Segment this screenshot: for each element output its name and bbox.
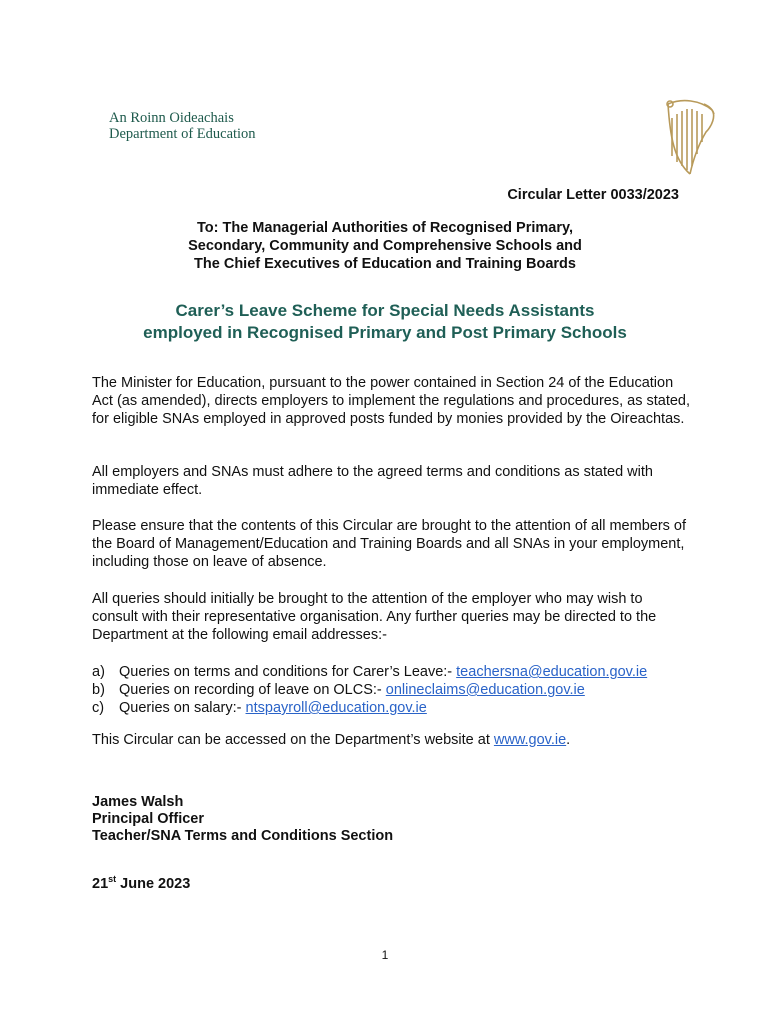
date-day: 21 [92,875,109,892]
list-marker: a) [92,664,105,680]
list-item [92,681,692,699]
addressee-line: Secondary, Community and Comprehensive Schools and [188,238,582,254]
department-logo-text [109,110,256,142]
query-text: Queries on salary:- [119,700,246,716]
title-line: employed in Recognised Primary and Post Primary Schools [143,323,627,342]
email-link[interactable]: ntspayroll@education.gov.ie [245,700,427,716]
page-number: 1 [381,948,389,962]
dept-name-irish: An Roinn Oideachais [109,110,234,126]
website-link[interactable]: www.gov.ie [493,732,567,748]
signature-block [92,794,393,845]
paragraph: The Minister for Education, pursuant to the power contained in Section 24 of the Education Act (as amended), directs employers to implement the regulations and procedures, as stated, for eligible SNAs employed in approved posts funded by monies provided by the Oireachtas. [92,375,691,427]
email-link[interactable]: onlineclaims@education.gov.ie [385,682,585,698]
signatory-position: Principal Officer [92,811,205,827]
harp-emblem-icon [660,96,718,178]
date-rest: June 2023 [116,875,191,892]
email-link[interactable]: teachersna@education.gov.ie [456,664,648,680]
query-text: Queries on recording of leave on OLCS:- [119,682,386,698]
addressee-line: To: The Managerial Authorities of Recognised Primary, [197,220,573,236]
website-paragraph [92,731,692,749]
paragraph: Please ensure that the contents of this Circular are brought to the attention of all members of the Board of Management/Education and Training Boards and all SNAs in your employment, including those on leave of absence. [92,518,687,570]
signatory-name: James Walsh [92,794,184,810]
circular-title [0,300,770,344]
title-line: Carer’s Leave Scheme for Special Needs Assistants [175,301,595,320]
circular-number: Circular Letter 0033/2023 [507,187,679,203]
list-item [92,699,692,717]
addressee-line: The Chief Executives of Education and Training Boards [194,256,576,272]
list-item [92,663,692,681]
dept-name-english: Department of Education [109,126,256,142]
query-text: Queries on terms and conditions for Carer’s Leave:- [119,664,457,680]
letter-date [92,874,190,892]
paragraph: All employers and SNAs must adhere to the agreed terms and conditions as stated with immediate effect. [92,464,653,498]
signatory-section: Teacher/SNA Terms and Conditions Section [92,828,394,844]
website-text: This Circular can be accessed on the Department’s website at [92,732,494,748]
website-end: . [566,732,571,748]
addressees [0,219,770,273]
list-marker: b) [92,682,105,698]
list-marker: c) [92,700,105,716]
paragraph: All queries should initially be brought to the attention of the employer who may wish to consult with their representative organisation. Any further queries may be directed to the Department at the following email addresses:- [92,591,657,643]
date-suffix: st [108,874,117,884]
queries-list [92,663,692,717]
